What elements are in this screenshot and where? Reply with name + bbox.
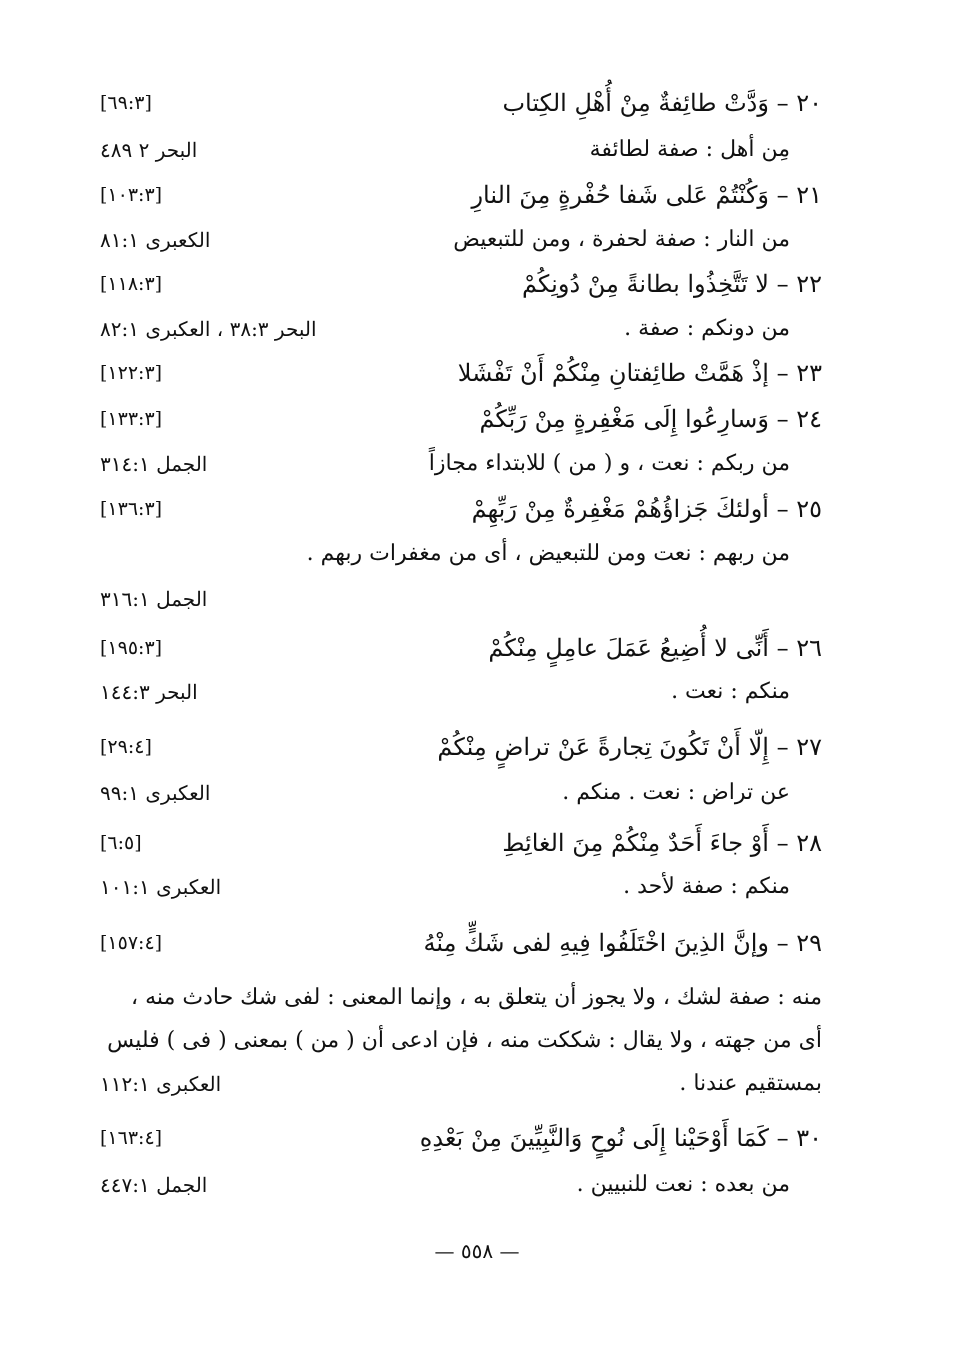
verse-text: ٢٤ – وَسارِعُوا إِلَى مَغْفِرةٍ مِنْ رَبِّكُمْ	[479, 405, 822, 433]
note-text: من ربكم : نعت ، و ( من ) للابتداء مجازاً	[428, 451, 790, 476]
note-source: الجمل ٣١٤:١	[100, 452, 208, 476]
note-source: البحر ٢ ٤٨٩	[100, 138, 198, 162]
verse-line	[100, 80, 822, 126]
verse-reference: [٦:٥]	[100, 832, 142, 854]
verse-reference: [١٩٥:٣]	[100, 637, 163, 659]
paragraph-line	[100, 1061, 822, 1107]
note-source: الجمل ٤٤٧:١	[100, 1173, 208, 1197]
verse-text: ٢٥ – أولئكَ جَزاؤُهُمْ مَغْفِرةٌ مِنْ رَبِّهِمْ	[471, 495, 822, 523]
note-line	[100, 864, 822, 910]
note-line	[100, 127, 822, 173]
verse-line	[100, 396, 822, 442]
verse-text: ٢٩ – وإنَّ الذِينَ اخْتَلَفُوا فِيهِ لفى شَكٍّ مِنْهُ	[423, 929, 822, 957]
note-line	[100, 531, 822, 577]
verse-reference: [٢٩:٤]	[100, 736, 152, 758]
source-line	[100, 576, 822, 622]
note-line	[100, 1162, 822, 1208]
paragraph-line	[100, 975, 822, 1021]
note-line	[100, 770, 822, 816]
verse-line	[100, 724, 822, 770]
verse-line	[100, 1115, 822, 1161]
verse-reference: [١٠٣:٣]	[100, 184, 163, 206]
note-line	[100, 306, 822, 352]
note-source: البحر ٣٨:٣ ، العكبرى ٨٢:١	[100, 317, 317, 341]
verse-reference: [١٦٣:٤]	[100, 1127, 163, 1149]
verse-line	[100, 486, 822, 532]
note-line	[100, 217, 822, 263]
note-text: من النار : صفة لحفرة ، ومن للتبعيض	[453, 227, 790, 252]
verse-line	[100, 820, 822, 866]
note-text: مِن أهل : صفة لطائفة	[589, 137, 790, 162]
paragraph-text: أى من جهته ، ولا يقال : شككت منه ، فإن ادعى أن ( من ) بمعنى ( فى ) فليس	[107, 1028, 822, 1053]
paragraph-text: بمستقيم عندنا .	[679, 1071, 822, 1096]
note-source: العكبرى ٩٩:١	[100, 781, 211, 805]
note-source: البحر ١٤٤:٣	[100, 680, 198, 704]
verse-line	[100, 261, 822, 307]
note-text: منكم : صفة لأحد .	[623, 874, 790, 899]
note-line	[100, 441, 822, 487]
note-text: من بعده : نعت للنبيين .	[576, 1172, 790, 1197]
paragraph-text: منه : صفة لشك ، ولا يجوز أن يتعلق به ، وإنما المعنى : لفى شك حادث منه ،	[131, 985, 822, 1010]
verse-text: ٢٦ – أَنِّى لا أُضِيعُ عَمَلَ عامِلٍ مِنْكُمْ	[488, 634, 822, 662]
verse-text: ٣٠ – كَمَا أَوْحَيْنا إِلَى نُوحٍ وَالنَّبِيِّينَ مِنْ بَعْدِهِ	[419, 1124, 822, 1152]
note-text: منكم : نعت .	[671, 679, 790, 704]
note-text: من دونكم : صفة .	[624, 316, 790, 341]
note-source: العكبرى ١١٢:١	[100, 1072, 222, 1096]
verse-line	[100, 625, 822, 671]
verse-reference: [١٥٧:٤]	[100, 932, 163, 954]
note-source: الجمل ٣١٦:١	[100, 587, 208, 611]
note-line	[100, 669, 822, 715]
paragraph-line	[100, 1018, 822, 1064]
verse-line	[100, 172, 822, 218]
verse-text: ٢٣ – إذْ هَمَّتْ طائِفتانِ مِنْكُمْ أَنْ تَفْشَلا	[457, 359, 822, 387]
verse-reference: [٦٩:٣]	[100, 92, 152, 114]
verse-reference: [١١٨:٣]	[100, 273, 163, 295]
note-source: الكعبرى ٨١:١	[100, 228, 211, 252]
note-text: من ربهم : نعت ومن للتبعيض ، أى من مغفرات ربهم .	[306, 541, 790, 566]
page-number: — ٥٥٨ —	[434, 1239, 520, 1263]
verse-text: ٢٨ – أَوْ جاءَ أَحَدٌ مِنْكُمْ مِنَ الغائِطِ	[502, 829, 822, 857]
note-source: العكبرى ١٠١:١	[100, 875, 222, 899]
verse-line	[100, 350, 822, 396]
verse-line	[100, 920, 822, 966]
verse-reference: [١٣٦:٣]	[100, 498, 163, 520]
note-text: عن تراض : نعت . منكم .	[562, 780, 790, 805]
verse-text: ٢٧ – إِلّا أَنْ تَكُونَ تِجارةً عَنْ تراضٍ مِنْكُمْ	[437, 733, 822, 761]
verse-text: ٢٠ – وَدَّتْ طائِفةٌ مِنْ أُهْلِ الكِتاب	[502, 89, 822, 117]
verse-text: ٢١ – وَكُنْتُمْ عَلى شَفا حُفْرةٍ مِنَ النارِ	[471, 181, 822, 209]
verse-reference: [١٣٣:٣]	[100, 408, 163, 430]
verse-reference: [١٢٢:٣]	[100, 362, 163, 384]
verse-text: ٢٢ – لا تَتَّخِذُوا بطانةً مِنْ دُونِكُمْ	[521, 270, 822, 298]
